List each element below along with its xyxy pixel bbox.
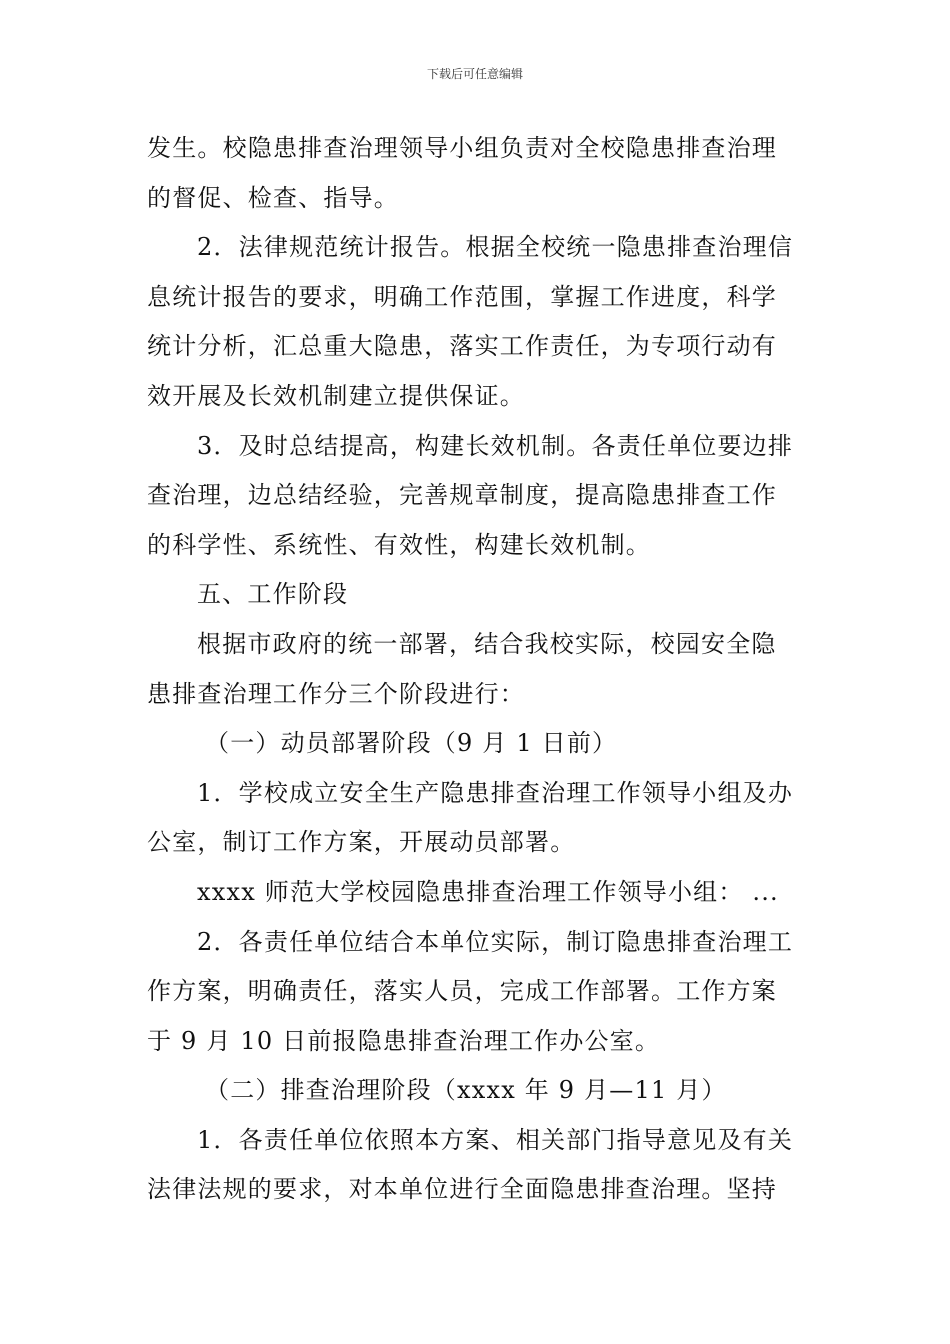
- paragraph-line: 的督促、检查、指导。: [147, 183, 399, 212]
- subsection-heading: （二）排查治理阶段（xxxx 年 9 月—11 月）: [205, 1076, 727, 1105]
- paragraph-line: 息统计报告的要求，明确工作范围，掌握工作进度，科学: [147, 282, 777, 311]
- paragraph-line: xxxx 师范大学校园隐患排查治理工作领导小组： ...: [197, 877, 779, 906]
- paragraph-line: 发生。校隐患排查治理领导小组负责对全校隐患排查治理: [147, 134, 777, 162]
- paragraph-line: 作方案，明确责任，落实人员，完成工作部署。工作方案: [147, 977, 777, 1006]
- paragraph-line: 2．法律规范统计报告。根据全校统一隐患排查治理信: [197, 233, 794, 262]
- paragraph-line: 患排查治理工作分三个阶段进行：: [147, 679, 525, 708]
- paragraph-line: 1．学校成立安全生产隐患排查治理工作领导小组及办: [197, 778, 794, 807]
- paragraph-line: 公室，制订工作方案，开展动员部署。: [147, 828, 576, 857]
- paragraph-line: 根据市政府的统一部署，结合我校实际，校园安全隐: [197, 629, 777, 658]
- paragraph-line: 2．各责任单位结合本单位实际，制订隐患排查治理工: [197, 927, 794, 956]
- subsection-heading: （一）动员部署阶段（9 月 1 日前）: [205, 729, 618, 758]
- paragraph-line: 统计分析，汇总重大隐患，落实工作责任，为专项行动有: [147, 332, 777, 361]
- paragraph-line: 3．及时总结提高，构建长效机制。各责任单位要边排: [197, 431, 794, 460]
- paragraph-line: 于 9 月 10 日前报隐患排查治理工作办公室。: [147, 1026, 661, 1055]
- paragraph-line: 的科学性、系统性、有效性，构建长效机制。: [147, 530, 651, 559]
- page-header: 下载后可任意编辑: [426, 67, 523, 81]
- paragraph-line: 法律法规的要求，对本单位进行全面隐患排查治理。坚持: [147, 1175, 777, 1204]
- paragraph-line: 1．各责任单位依照本方案、相关部门指导意见及有关: [197, 1125, 794, 1154]
- section-heading: 五、工作阶段: [197, 580, 349, 609]
- paragraph-line: 效开展及长效机制建立提供保证。: [147, 381, 525, 410]
- document-body: [147, 124, 807, 1215]
- paragraph-line: 查治理，边总结经验，完善规章制度，提高隐患排查工作: [147, 481, 777, 510]
